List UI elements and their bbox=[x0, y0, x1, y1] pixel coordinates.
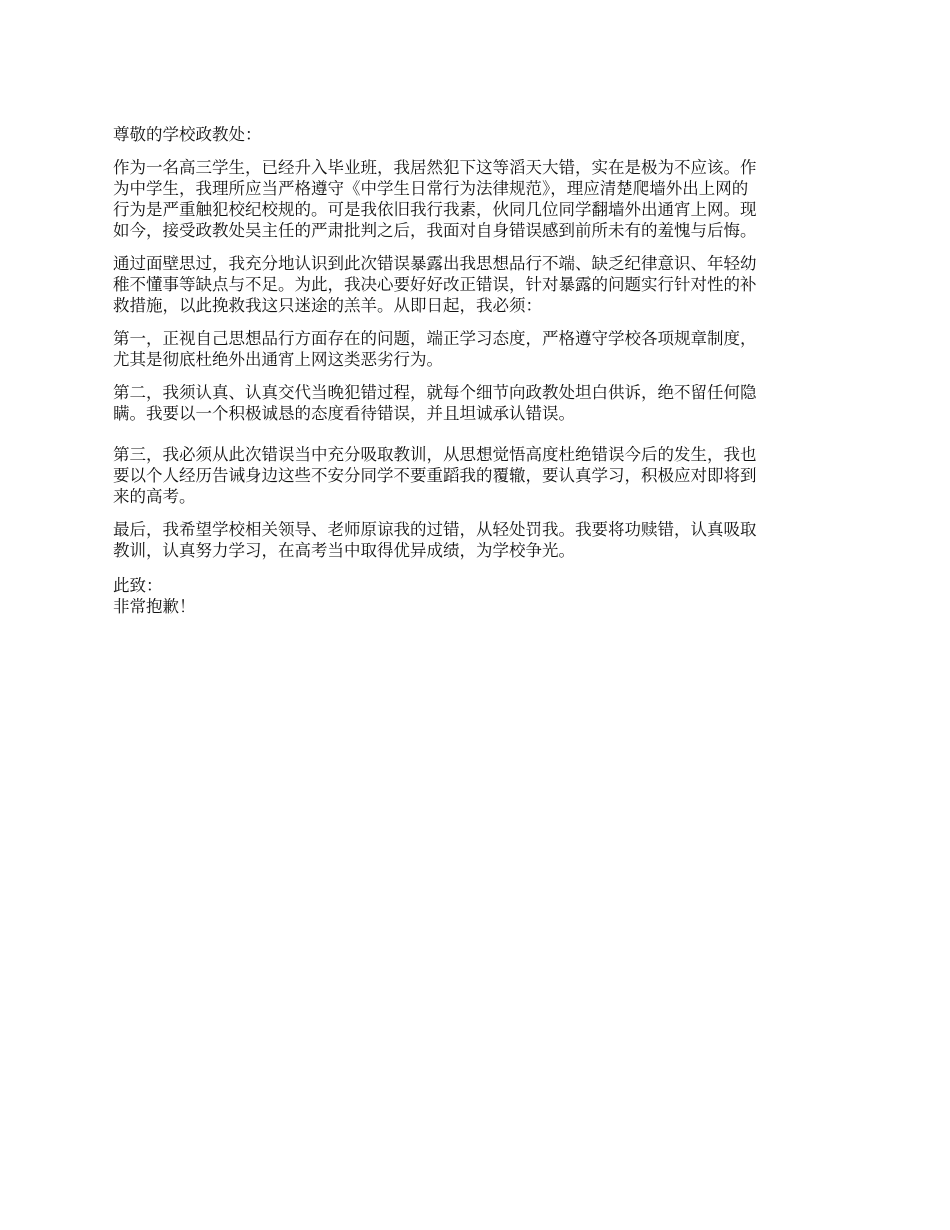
salutation: 尊敬的学校政教处： bbox=[113, 125, 262, 144]
closing-block bbox=[113, 575, 841, 617]
paragraph-line: 作为一名高三学生，已经升入毕业班，我居然犯下这等滔天大错，实在是极为不应该。作 bbox=[113, 158, 757, 177]
closing-line: 此致： bbox=[113, 576, 163, 595]
paragraph-line: 为中学生，我理所应当严格遵守《中学生日常行为法律规范》，理应清楚爬墙外出上网的 bbox=[113, 179, 749, 198]
paragraph-4 bbox=[113, 382, 841, 424]
letter-document bbox=[113, 124, 841, 617]
paragraph-line: 第一，正视自己思想品行方面存在的问题，端正学习态度，严格遵守学校各项规章制度， bbox=[113, 329, 757, 348]
paragraph-line: 教训，认真努力学习，在高考当中取得优异成绩，为学校争光。 bbox=[113, 541, 575, 560]
paragraph-line: 第二，我须认真、认真交代当晚犯错过程，就每个细节向政教处坦白供诉，绝不留任何隐 bbox=[113, 383, 757, 402]
paragraph-line: 最后，我希望学校相关领导、老师原谅我的过错，从轻处罚我。我要将功赎错，认真吸取 bbox=[113, 520, 757, 539]
paragraph-line: 稚不懂事等缺点与不足。为此，我决心要好好改正错误，针对暴露的问题实行针对性的补 bbox=[113, 275, 757, 294]
paragraph-line: 行为是严重触犯校纪校规的。可是我依旧我行我素，伙同几位同学翻墙外出通宵上网。现 bbox=[113, 200, 757, 219]
paragraph-6 bbox=[113, 519, 841, 561]
paragraph-line: 救措施，以此挽救我这只迷途的羔羊。从即日起，我必须： bbox=[113, 296, 542, 315]
paragraph-line: 要以个人经历告诫身边这些不安分同学不要重蹈我的覆辙，要认真学习，积极应对即将到 bbox=[113, 466, 757, 485]
closing-line: 非常抱歉！ bbox=[113, 597, 196, 616]
paragraph-line: 第三，我必须从此次错误当中充分吸取教训，从思想觉悟高度杜绝错误今后的发生，我也 bbox=[113, 445, 757, 464]
paragraph-5 bbox=[113, 444, 841, 507]
paragraph-line: 瞒。我要以一个积极诚恳的态度看待错误，并且坦诚承认错误。 bbox=[113, 404, 575, 423]
paragraph-line: 尤其是彻底杜绝外出通宵上网这类恶劣行为。 bbox=[113, 350, 443, 369]
paragraph-1 bbox=[113, 157, 841, 241]
paragraph-2 bbox=[113, 253, 841, 316]
paragraph-3 bbox=[113, 328, 841, 370]
paragraph-line: 通过面壁思过，我充分地认识到此次错误暴露出我思想品行不端、缺乏纪律意识、年轻幼 bbox=[113, 254, 757, 273]
paragraph-line: 如今，接受政教处吴主任的严肃批判之后，我面对自身错误感到前所未有的羞愧与后悔。 bbox=[113, 221, 757, 240]
paragraph-line: 来的高考。 bbox=[113, 487, 196, 506]
